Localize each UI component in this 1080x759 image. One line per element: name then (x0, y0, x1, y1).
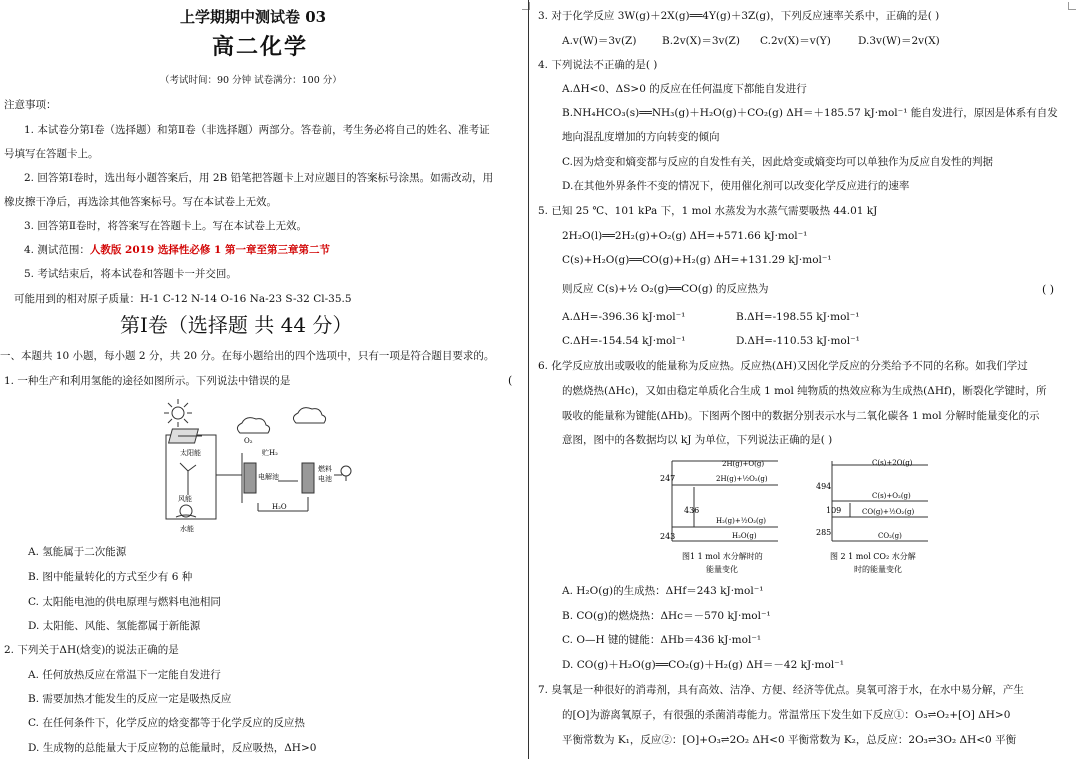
fuel-cell (302, 463, 314, 493)
question-6-line-4: 意图，图中的各数据均以 kJ 为单位，下列说法正确的是( ) (562, 434, 833, 446)
fig2-level-top: C(s)+2O(g) (872, 459, 913, 467)
fig1-caption-1: 图1 1 mol 水分解时的 (682, 552, 763, 561)
question-5: 5. 已知 25 ℃、101 kPa 下，1 mol 水蒸发为水蒸气需要吸热 44.01 kJ (538, 205, 878, 217)
question-1-paren: ( (508, 374, 513, 387)
question-7-line-3: 平衡常数为 K₁，反应②：[O]+O₃⇌2O₂ ΔH<0 平衡常数为 K₂，总反应：2O₃⇌3O₂ ΔH<0 平衡 (562, 734, 1017, 746)
solar-label: 太阳能 (180, 449, 201, 457)
q6-option-d: D. CO(g)＋H₂O(g)══CO₂(g)＋H₂(g) ΔH＝－42 kJ·mol⁻¹ (562, 659, 844, 671)
q3-option-b: B.2v(X)＝3v(Z) (662, 35, 740, 47)
fig1-level-low: H₂(g)+½O₂(g) (716, 517, 766, 525)
cloud-icon-2 (293, 408, 325, 423)
q1-option-c: C. 太阳能电池的供电原理与燃料电池相同 (28, 596, 221, 608)
o2-label: O₂ (244, 437, 253, 445)
fig2-level-mid: C(s)+O₂(g) (872, 492, 911, 500)
energy-diagram-co2 (816, 455, 956, 580)
question-5-paren: ( ) (1042, 283, 1055, 296)
note-4 (24, 243, 330, 257)
light-bulb-icon (341, 466, 351, 481)
question-6-line-1: 6. 化学反应放出或吸收的能量称为反应热。反应热(ΔH)又因化学反应的分类给予不同的名称。如我们学过 (538, 360, 1028, 372)
q3-option-a: A.v(W)＝3v(Z) (562, 35, 637, 47)
fig1-value-243: 243 (660, 532, 676, 541)
note-3: 3. 回答第Ⅱ卷时，将答案写在答题卡上。写在本试卷上无效。 (24, 220, 307, 232)
electrolysis-label: 电解池 (258, 473, 279, 481)
note-2-cont: 橡皮擦干净后，再选涂其他答案标号。写在本试卷上无效。 (4, 196, 277, 208)
question-4: 4. 下列说法不正确的是( ) (538, 59, 658, 71)
subject-title: 高二化学 (212, 34, 309, 60)
question-1: 1. 一种生产和利用氢能的途径如图所示。下列说法中错误的是 (4, 375, 291, 387)
sun-icon (164, 399, 192, 427)
notes-heading: 注意事项： (4, 99, 57, 111)
test-scope: 人教版 2019 选择性必修 1 第一章至第三章第二节 (89, 244, 331, 256)
note-1-cont: 号填写在答题卡上。 (4, 148, 99, 160)
water-wheel-icon (176, 505, 196, 517)
q3-option-c: C.2v(X)＝v(Y) (760, 35, 831, 47)
question-6-line-2: 的燃烧热(ΔHc)，又如由稳定单质化合生成 1 mol 纯物质的热效应称为生成热(ΔHf)，断裂化学键时，所 (562, 385, 1047, 397)
note-4-prefix: 4. 测试范围： (24, 244, 90, 256)
column-divider (528, 0, 529, 759)
exam-title: 上学期期中测试卷 03 (180, 8, 327, 26)
question-3: 3. 对于化学反应 3W(g)＋2X(g)══4Y(g)＋3Z(g)，下列反应速率关系中，正确的是( ) (538, 10, 940, 22)
water-output-label: H₂O (272, 503, 287, 511)
question-7-line-1: 7. 臭氧是一种很好的消毒剂，具有高效、洁净、方便、经济等优点。臭氧可溶于水，在水中易分解，产生 (538, 684, 1024, 696)
fig1-level-base: H₂O(g) (732, 532, 757, 540)
q6-option-a: A. H₂O(g)的生成热：ΔHf＝243 kJ·mol⁻¹ (562, 585, 764, 597)
right-column (534, 0, 1080, 759)
note-5: 5. 考试结束后，将本试卷和答题卡一并交回。 (24, 268, 237, 280)
section-title: 第Ⅰ卷（选择题 共 44 分） (120, 313, 353, 337)
q4-option-b-cont: 地向混乱度增加的方向转变的倾向 (562, 131, 720, 143)
q2-option-b: B. 需要加热才能发生的反应一定是吸热反应 (28, 693, 232, 705)
fig1-level-mid: 2H(g)+½O₂(g) (716, 475, 768, 483)
water-label: 水能 (180, 525, 194, 533)
atomic-masses: 可能用到的相对原子质量：H-1 C-12 N-14 O-16 Na-23 S-32 Cl-35.5 (14, 293, 352, 305)
q5-option-d: D.ΔH=-110.53 kJ·mol⁻¹ (736, 335, 860, 347)
q5-equation-3: 则反应 C(s)+½ O₂(g)══CO(g) 的反应热为 (562, 283, 769, 295)
solar-panel-icon (169, 429, 202, 443)
fuel-cell-label-1: 燃料 (318, 465, 332, 473)
h2-storage-label: 贮H₂ (262, 449, 278, 457)
q1-option-d: D. 太阳能、风能、氢能都属于新能源 (28, 620, 201, 632)
fig2-level-low: CO(g)+½O₂(g) (862, 508, 915, 516)
hydrogen-energy-diagram (158, 393, 358, 538)
q5-option-a: A.ΔH=-396.36 kJ·mol⁻¹ (562, 311, 686, 323)
fig2-value-109: 109 (826, 506, 842, 515)
fig2-caption-2: 时的能量变化 (854, 565, 902, 574)
fig1-caption-2: 能量变化 (706, 565, 738, 574)
q2-option-a: A. 任何放热反应在常温下一定能自发进行 (28, 669, 221, 681)
fig1-value-247: 247 (660, 474, 676, 483)
left-column (0, 0, 527, 759)
fig2-value-285: 285 (816, 528, 832, 537)
wind-turbine-icon (180, 463, 196, 495)
q4-option-d: D.在其他外界条件不变的情况下，使用催化剂可以改变化学反应进行的速率 (562, 180, 910, 192)
fuel-cell-label-2: 电池 (318, 475, 332, 483)
fig2-level-base: CO₂(g) (878, 532, 902, 540)
q1-option-a: A. 氢能属于二次能源 (28, 546, 127, 558)
part-1-instructions: 一、本题共 10 小题，每小题 2 分，共 20 分。在每小题给出的四个选项中，只有一项是符合题目要求的。 (0, 350, 495, 362)
q4-option-c: C.因为焓变和熵变都与反应的自发性有关，因此焓变或熵变均可以单独作为反应自发性的判据 (562, 156, 993, 168)
question-6-line-3: 吸收的能量称为键能(ΔHb)。下图两个图中的数据分别表示水与二氧化碳各 1 mol 分解时能量变化的示 (562, 410, 1040, 422)
fig1-level-top: 2H(g)+O(g) (722, 460, 765, 468)
q6-option-b: B. CO(g)的燃烧热：ΔHc＝－570 kJ·mol⁻¹ (562, 610, 771, 622)
q5-option-c: C.ΔH=-154.54 kJ·mol⁻¹ (562, 335, 686, 347)
fig1-value-436: 436 (684, 506, 700, 515)
energy-diagram-water (660, 455, 796, 580)
note-2: 2. 回答第Ⅰ卷时，选出每小题答案后，用 2B 铅笔把答题卡上对应题目的答案标号涂黑。如需改动，用 (24, 172, 494, 184)
q5-option-b: B.ΔH=-198.55 kJ·mol⁻¹ (736, 311, 860, 323)
q5-equation-2: C(s)+H₂O(g)══CO(g)+H₂(g) ΔH=+131.29 kJ·mol⁻¹ (562, 254, 832, 266)
q6-option-c: C. O—H 键的键能：ΔHb＝436 kJ·mol⁻¹ (562, 634, 762, 646)
question-7-line-2: 的[O]为游离氧原子，有很强的杀菌消毒能力。常温常压下发生如下反应①：O₃⇌O₂+[O] ΔH>0 (562, 709, 1011, 721)
q5-equation-1: 2H₂O(l)══2H₂(g)+O₂(g) ΔH=+571.66 kJ·mol⁻¹ (562, 230, 808, 242)
q1-option-b: B. 图中能量转化的方式至少有 6 种 (28, 571, 193, 583)
q2-option-d: D. 生成物的总能量大于反应物的总能量时，反应吸热，ΔH>0 (28, 742, 317, 754)
cloud-icon (237, 418, 269, 433)
q2-option-c: C. 在任何条件下，化学反应的焓变都等于化学反应的反应热 (28, 717, 305, 729)
question-2: 2. 下列关于ΔH(焓变)的说法正确的是 (4, 644, 179, 656)
q4-option-b: B.NH₄HCO₃(s)══NH₃(g)＋H₂O(g)＋CO₂(g) ΔH＝＋185.57 kJ·mol⁻¹ 能自发进行，原因是体系有自发 (562, 107, 1058, 119)
fig2-value-494: 494 (816, 482, 832, 491)
exam-info: （考试时间：90 分钟 试卷满分：100 分） (160, 75, 342, 86)
fig2-caption-1: 图 2 1 mol CO₂ 水分解 (830, 552, 916, 561)
note-1: 1. 本试卷分第Ⅰ卷（选择题）和第Ⅱ卷（非选择题）两部分。答卷前，考生务必将自己的姓名、准考证 (24, 124, 490, 136)
electrolysis-cell (244, 463, 256, 493)
q3-option-d: D.3v(W)＝2v(X) (858, 35, 940, 47)
q4-option-a: A.ΔH<0、ΔS>0 的反应在任何温度下都能自发进行 (562, 83, 807, 95)
wind-label: 风能 (178, 495, 192, 503)
system-box (166, 435, 216, 519)
